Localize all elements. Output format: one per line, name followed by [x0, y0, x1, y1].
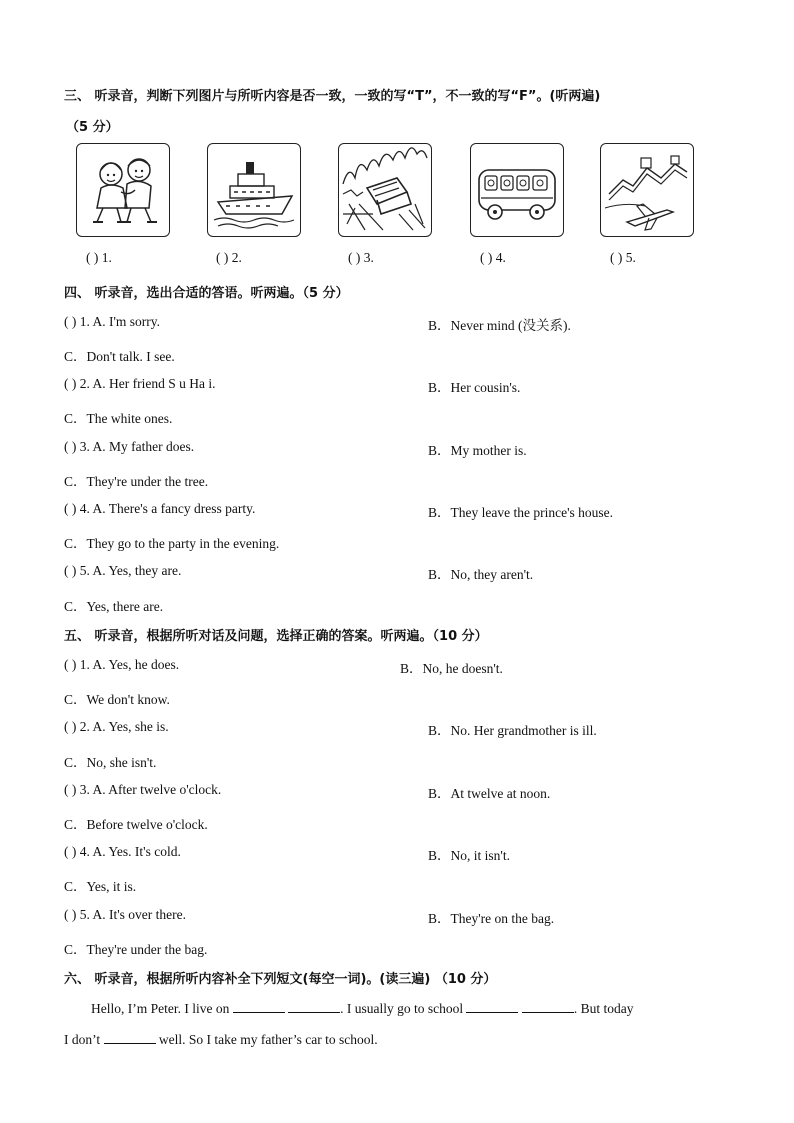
section3-score: （5 分） [66, 120, 119, 135]
s4-q1-option-a[interactable]: ( ) 1. A. I'm sorry. [64, 314, 161, 329]
s5-q2-option-b[interactable]: B．No. Her grandmother is ill. [428, 723, 597, 738]
s4-q3-option-b[interactable]: B．My mother is. [428, 443, 527, 458]
children-hugging-icon [76, 143, 170, 237]
fill-blank-4[interactable] [522, 1000, 574, 1013]
fill-blank-2[interactable] [288, 1000, 340, 1013]
fill-blank-3[interactable] [466, 1000, 518, 1013]
s5-q1-option-a[interactable]: ( ) 1. A. Yes, he does. [64, 657, 180, 672]
s5-q4-option-c[interactable]: C．Yes, it is. [64, 879, 137, 894]
s5-q5-option-b[interactable]: B．They're on the bag. [428, 911, 555, 926]
s5-q1-option-c[interactable]: C．We don't know. [64, 692, 170, 707]
s4-q4-option-a[interactable]: ( ) 4. A. There's a fancy dress party. [64, 501, 256, 516]
picture-5-answer[interactable]: ( ) 5. [610, 250, 636, 265]
s4-q1-option-b[interactable]: B．Never mind (没关系). [428, 318, 571, 333]
passage-text: I don’t [64, 1032, 101, 1047]
s4-q4-option-b[interactable]: B．They leave the prince's house. [428, 505, 613, 520]
passage-text: Hello, I’m Peter. I live on [91, 1001, 230, 1016]
section6-heading: 六、 听录音，根据所听内容补全下列短文(每空一词)。(读三遍) （10 分） [64, 972, 497, 987]
picture-2-answer[interactable]: ( ) 2. [216, 250, 242, 265]
passage-line-2 [64, 1031, 378, 1048]
s4-q5-option-c[interactable]: C．Yes, there are. [64, 599, 164, 614]
s4-q5-option-b[interactable]: B．No, they aren't. [428, 567, 534, 582]
s4-q1-option-c[interactable]: C．Don't talk. I see. [64, 349, 175, 364]
s4-q2-option-c[interactable]: C．The white ones. [64, 411, 173, 426]
s5-q2-option-a[interactable]: ( ) 2. A. Yes, she is. [64, 719, 169, 734]
train-icon [338, 143, 432, 237]
bus-icon [470, 143, 564, 237]
passage-line-1 [91, 1000, 633, 1017]
s4-q3-option-a[interactable]: ( ) 3. A. My father does. [64, 439, 195, 454]
picture-1-answer[interactable]: ( ) 1. [86, 250, 112, 265]
s4-q3-option-c[interactable]: C．They're under the tree. [64, 474, 209, 489]
section4-heading: 四、 听录音，选出合适的答语。听两遍。（5 分） [64, 286, 349, 301]
s5-q3-option-b[interactable]: B．At twelve at noon. [428, 786, 551, 801]
s5-q5-option-a[interactable]: ( ) 5. A. It's over there. [64, 907, 187, 922]
s5-q4-option-a[interactable]: ( ) 4. A. Yes. It's cold. [64, 844, 181, 859]
s5-q4-option-b[interactable]: B．No, it isn't. [428, 848, 510, 863]
s5-q3-option-c[interactable]: C．Before twelve o'clock. [64, 817, 208, 832]
s4-q2-option-a[interactable]: ( ) 2. A. Her friend S u Ha i. [64, 376, 216, 391]
s4-q4-option-c[interactable]: C．They go to the party in the evening. [64, 536, 280, 551]
section5-heading: 五、 听录音，根据所听对话及问题，选择正确的答案。听两遍。（10 分） [64, 629, 488, 644]
s5-q1-option-b[interactable]: B．No, he doesn't. [400, 661, 503, 676]
fill-blank-1[interactable] [233, 1000, 285, 1013]
passage-text: . But today [573, 1001, 634, 1016]
passage-text: . I usually go to school [340, 1001, 464, 1016]
fill-blank-5[interactable] [104, 1031, 156, 1044]
passage-text: well. So I take my father’s car to school. [158, 1032, 378, 1047]
ship-icon [207, 143, 301, 237]
s5-q5-option-c[interactable]: C．They're under the bag. [64, 942, 208, 957]
s5-q2-option-c[interactable]: C．No, she isn't. [64, 755, 157, 770]
section3-heading: 三、 听录音，判断下列图片与所听内容是否一致，一致的写“T”，不一致的写“F”。(听两遍) [64, 89, 601, 104]
picture-4-answer[interactable]: ( ) 4. [480, 250, 506, 265]
s4-q2-option-b[interactable]: B．Her cousin's. [428, 380, 521, 395]
great-wall-plane-icon [600, 143, 694, 237]
s5-q3-option-a[interactable]: ( ) 3. A. After twelve o'clock. [64, 782, 222, 797]
picture-3-answer[interactable]: ( ) 3. [348, 250, 374, 265]
s4-q5-option-a[interactable]: ( ) 5. A. Yes, they are. [64, 563, 182, 578]
